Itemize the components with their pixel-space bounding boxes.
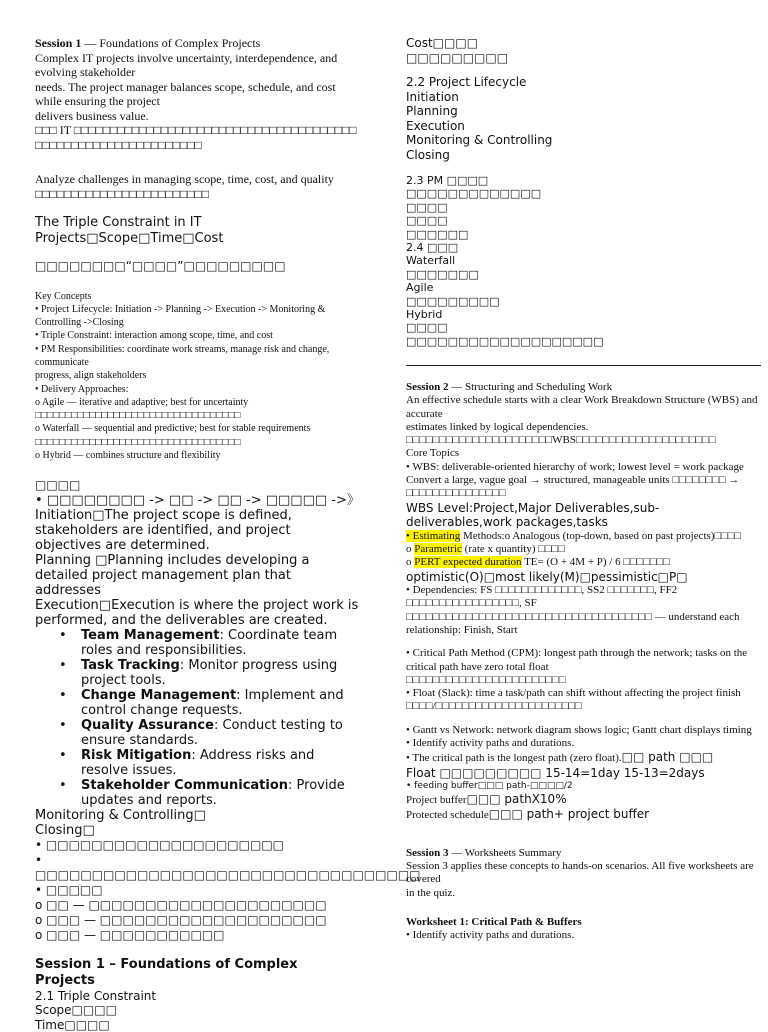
session-1-intro-cn: □□□ IT □□□□□□□□□□□□□□□□□□□□□□□□□□□□□□□□□□□□□□□□□□□□□□□□□□□□□□□□□□□□□□ <box>35 123 357 152</box>
float-line: • Float (Slack): time a task/path can shift without affecting the project finish □□□□/□□□□□□□□□□□□□□□□□□□□□□ <box>406 687 741 713</box>
key-concept-item: • Delivery Approaches: <box>35 383 129 395</box>
session-1-title: Session 1 — Foundations of Complex Projects <box>35 36 261 50</box>
pm-line: □□□□□□ <box>406 227 469 241</box>
session-2-line: • WBS: deliverable-oriented hierarchy of work; lowest level = work package <box>406 460 744 473</box>
list-item: • Quality Assurance: Conduct testing to ensure standards. <box>81 718 360 748</box>
estimating-line: • Estimating Methods:o Analogous (top-down, based on past projects)□□□□ <box>406 529 742 542</box>
pm-line: □□□□ <box>406 200 448 214</box>
cn-bullet: o □□ — □□□□□□□□□□□□□□□□□□□□□ <box>35 897 327 912</box>
session-1-intro-line: delivers business value. <box>35 108 149 123</box>
planning-text: Planning □Planning includes developing a detailed project management plan that addresses <box>35 552 310 598</box>
key-concept-item: • Project Lifecycle: Initiation -> Planning -> Execution -> Monitoring & Controlling ->Closing <box>35 303 326 329</box>
pert-estimates-line: optimistic(O)□most likely(M)□pessimistic□P□ <box>406 569 688 584</box>
pm-line: Agile <box>406 281 434 295</box>
cn-bullet: o □□□ — □□□□□□□□□□□ <box>35 927 225 942</box>
pm-line: Hybrid <box>406 308 443 322</box>
key-concept-item: □□□□□□□□□□□□□□□□□□□□□□□□□□□□□□□□□□ <box>35 436 241 448</box>
list-item: • Change Management: Implement and control change requests. <box>81 688 360 718</box>
session-3-line: Session 3 applies these concepts to hands-on scenarios. All five worksheets are covered <box>406 860 754 886</box>
cost-line: Cost□□□□ <box>406 36 479 50</box>
key-concept-item: • PM Responsibilities: coordinate work streams, manage risk and change, communicate <box>35 343 330 368</box>
lifecycle-phase: Closing <box>406 147 450 162</box>
cn-bullet: • □□□□□ <box>35 882 103 897</box>
session-2-line: An effective schedule starts with a clear Work Breakdown Structure (WBS) and accurate <box>406 394 758 420</box>
closing-text: Closing□ <box>35 822 95 838</box>
session-2-title: Session 2 — Structuring and Scheduling Work <box>406 381 613 393</box>
analyze-cn: □□□□□□□□□□□□□□□□□□□□□□□□ <box>35 186 209 201</box>
section-divider <box>406 365 761 366</box>
cn-bullet: • □□□□□□□□□□□□□□□□□□□□□ <box>35 837 284 852</box>
key-concept-item: o Waterfall — sequential and predictive; best for stable requirements <box>35 423 311 435</box>
key-concepts-heading: Key Concepts <box>35 290 92 302</box>
key-concept-item: o Agile — iterative and adaptive; best for uncertainty <box>35 396 249 408</box>
key-concept-item: o Hybrid — combines structure and flexibility <box>35 450 221 462</box>
lifecycle-heading: 2.2 Project Lifecycle <box>406 75 527 89</box>
right-column <box>406 36 764 348</box>
pm-line: □□□□□□□□□ <box>406 294 500 308</box>
project-buffer-line: Project buffer□□□ pathX10% <box>406 792 567 807</box>
gantt-line: • Gantt vs Network: network diagram shows logic; Gantt chart displays timing <box>406 723 752 736</box>
pm-line: Waterfall <box>406 254 456 268</box>
protected-schedule-line: Protected schedule□□□ path+ project buffer <box>406 807 650 822</box>
cn-bullet: • □□□□□□□□□□□□□□□□□□□□□□□□□□□□□□□□□□ <box>35 852 421 882</box>
triple-constraint-sub: Scope□□□□ <box>35 1003 117 1018</box>
pm-line: 2.4 □□□ <box>406 241 459 255</box>
left-column <box>35 36 421 1032</box>
feeding-buffer-line: • feeding buffer□□□ path-□□□□/2 <box>406 781 573 792</box>
list-item: • Team Management: Coordinate team roles and responsibilities. <box>81 628 360 658</box>
lifecycle-cn-line: • □□□□□□□□ -> □□ -> □□ -> □□□□□ ->》 <box>35 492 360 508</box>
worksheet-1-heading: Worksheet 1: Critical Path & Buffers <box>406 915 582 928</box>
critical-path-line: • The critical path is the longest path (zero float).□□ path □□□ <box>406 750 714 765</box>
session-2-line: Convert a large, vague goal → structured, manageable units □□□□□□□□ → □□□□□□□□□□□□□□□ <box>406 474 740 500</box>
list-item: • Risk Mitigation: Address risks and resolve issues. <box>81 748 360 778</box>
session-2-line: Core Topics <box>406 447 460 460</box>
monitoring-text: Monitoring & Controlling□ <box>35 807 206 823</box>
float-calc-line: Float □□□□□□□□□ 15-14=1day 15-13=2days <box>406 765 705 780</box>
session-1-heading: Session 1 – Foundations of Complex Projects <box>35 956 298 988</box>
worksheet-1-line: • Identify activity paths and durations. <box>406 929 575 942</box>
highlight: Parametric <box>414 542 462 555</box>
wbs-level-line: WBS Level:Project,Major Deliverables,sub-deliverables,work packages,tasks <box>406 500 660 530</box>
parametric-line: o Parametric (rate x quantity) □□□□ <box>406 542 565 555</box>
session-3-title: Session 3 — Worksheets Summary <box>406 846 562 859</box>
list-item: • Stakeholder Communication: Provide updates and reports. <box>81 778 360 808</box>
pm-line: □□□□□□□□□□□□□ <box>406 187 542 201</box>
key-concept-item: progress, align stakeholders <box>35 370 147 382</box>
pm-line: □□□□□□□ <box>406 267 479 281</box>
cn-bullet: o □□□ — □□□□□□□□□□□□□□□□□□□□ <box>35 912 327 927</box>
pm-line: 2.3 PM □□□□ <box>406 174 489 187</box>
pm-line: □□□□ <box>406 321 448 335</box>
identify-line: • Identify activity paths and durations. <box>406 737 575 750</box>
session-1-intro-line: Complex IT projects involve uncertainty, interdependence, and evolving stakeholder <box>35 50 338 79</box>
pm-line: □□□□□□□□□□□□□□□□□□□ <box>406 334 604 348</box>
session-1-intro-line: needs. The project manager balances scope, schedule, and cost while ensuring the project <box>35 79 336 108</box>
initiation-text: Initiation□The project scope is defined, stakeholders are identified, and project objectives are determined. <box>35 507 292 553</box>
right-column-session-2 <box>406 381 764 943</box>
lifecycle-phase: Initiation <box>406 89 459 104</box>
lifecycle-phase: Planning <box>406 104 458 118</box>
triple-constraint-cn: □□□□□□□□“□□□□”□□□□□□□□□ <box>35 259 286 273</box>
highlight: • Estimating <box>406 529 461 542</box>
execution-text: Execution□Execution is where the project work is performed, and the deliverables are created. <box>35 597 359 628</box>
session-3-line: in the quiz. <box>406 886 456 899</box>
triple-constraint-heading: The Triple Constraint in IT Projects□Scope□Time□Cost <box>35 215 224 246</box>
execution-task-list <box>35 628 360 808</box>
triple-constraint-sub: Time□□□□ <box>35 1017 110 1032</box>
highlight: PERT expected duration <box>414 556 522 569</box>
list-item: • Task Tracking: Monitor progress using project tools. <box>81 658 360 688</box>
key-concept-item: □□□□□□□□□□□□□□□□□□□□□□□□□□□□□□□□□□ <box>35 410 241 422</box>
cpm-cn-line: □□□□□□□□□□□□□□□□□□□□□□□□ <box>406 673 566 686</box>
lifecycle-phase: Monitoring & Controlling <box>406 133 553 147</box>
session-2-line: estimates linked by logical dependencies. □□□□□□□□□□□□□□□□□□□□□□WBS□□□□□□□□□□□□□□□□□□□□□ <box>406 420 716 447</box>
dependencies-line: • Dependencies: FS □□□□□□□□□□□□□, SS2 □□□□□□□, FF2 □□□□□□□□□□□□□□□□□, SF □□□□□□□□□□□□□□□□□□□□□□□□□□□□□□□□□□□□□ — understand each relationship: Finish, Start <box>406 584 740 636</box>
lifecycle-cn-heading: □□□□ <box>35 478 81 493</box>
triple-constraint-sub: 2.1 Triple Constraint <box>35 988 157 1003</box>
cost-cn-line: □□□□□□□□□ <box>406 50 509 65</box>
lifecycle-phase: Execution <box>406 118 465 133</box>
pert-line: o PERT expected duration TE= (O + 4M + P) / 6 □□□□□□□ <box>406 556 670 569</box>
pm-line: □□□□ <box>406 214 448 228</box>
key-concept-item: • Triple Constraint: interaction among scope, time, and cost <box>35 330 273 342</box>
analyze-line: Analyze challenges in managing scope, time, cost, and quality <box>35 172 334 186</box>
cpm-line: • Critical Path Method (CPM): longest path through the network; tasks on the critical path have zero total float <box>406 647 748 673</box>
